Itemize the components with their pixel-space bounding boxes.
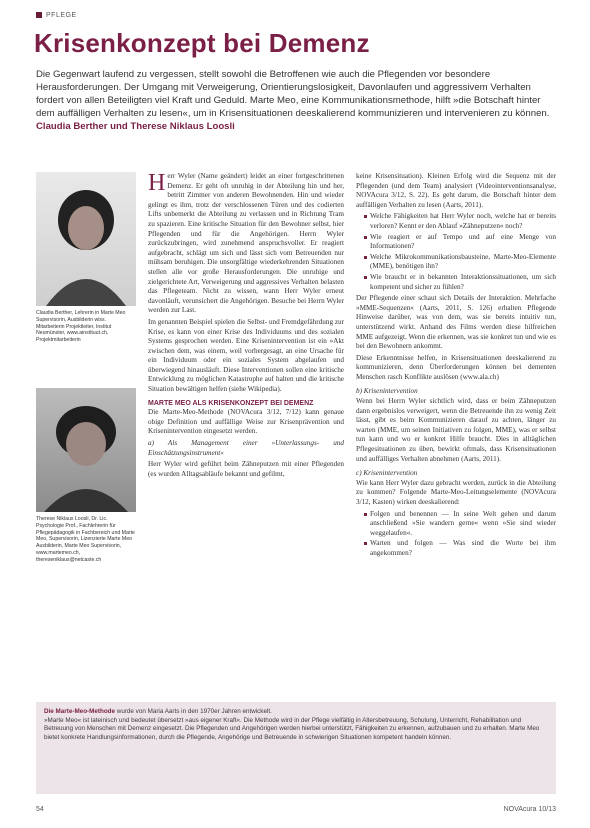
col1-paragraph-1: err Wyler (Name geändert) leidet an einer fortgeschrittenen Demenz. Er geht oft unruhig in der Abteilung hin und her, betritt Zimmer von anderen Bewohnenden. Hin und wieder gelingt es ihm, trotz der verschlossenen Türen und des codierten Lifts unbemerkt die Abteilung zu verlassen und in Richtung Tram zu spazieren. Eine kritische Situation für den Bewohner selbst, hier Pflegenden und für die Angehörigen. Herrn Wyler zurückzubringen, wird zunehmend anspruchsvoller. Er reagiert aufgebracht, schlägt um sich und lässt sich vom Betreuenden nur mühsam beruhigen. Die unsorgfältige wiederkehrenden Situationen stellen alle vor große Herausforderungen. Die unruhige und zielgerichtete Art, Verweigerung und aggressives Verhalten belasten das Pflegeteam. Nicht zu wissen, wann Herr Wyler erneut davonläuft, verunsichert die Angehörigen. Besuche bei Herrn Wyler werden zur Last. (148, 172, 344, 315)
info-box (36, 702, 556, 794)
col2-paragraph-4: Wenn bei Herrn Wyler sichtlich wird, dass er beim Zähneputzen dann ergebnislos verweigert, wenn die Betreuende ihn zu wenig Zeit lässt, gibt es beim Kommunizieren darauf zu achten, länger zu warten (MME, um seinen Initiativen zu folgen, MME), was er selbst tun kann und wo er konkret Hilfe braucht. Dies in alltäglichen Pflegesituationen zu üben, bewirkt oftmals, dass Krisensituationen und auffälliges Verhalten abnehmen (Aarts, 2011). (356, 397, 556, 463)
list-item: Welche Mikrokommunikationsbausteine, Marte-Meo-Elemente (MME), benötigen ihn? (364, 253, 556, 272)
col1-paragraph-4: a) Als Management einer »Unterlassungs- und Einschätzungsinstrument« (148, 439, 344, 457)
col2-subheading-c: c) Krisenintervention (356, 469, 418, 478)
photo-caption-1: Claudia Berther, Lehrerin in Marte Meo Supervisorin, Ausbilderin wiss. Mitarbeiterin Projektleiter, Institut Neumünster, www.ainstituut.ch, Projektmitarbeiterin (36, 310, 126, 344)
author-photo-2 (36, 388, 136, 512)
portrait-2-icon (36, 388, 136, 512)
publication-footer: NOVAcura 10/13 (503, 806, 556, 813)
list-item: Folgen und benennen — In seine Welt gehen und darum anschließend »Sie wandern gerne« wenn »Sie sind wieder weggelaufen«. (364, 510, 556, 539)
info-box-lead-rest: wurde von Maria Aarts in den 1970er Jahren entwickelt. (115, 708, 272, 715)
author-photo-1 (36, 172, 136, 306)
col2-bullet-list-2 (356, 510, 556, 559)
article-column-1 (148, 172, 344, 692)
col1-paragraph-5: Herr Wyler wird geführt beim Zähneputzen mit einer Pflegenden (es wurden Alltagsabläufe bekannt und gefilmt, (148, 460, 344, 478)
lead-text: Die Gegenwart laufend zu vergessen, stellt sowohl die Betroffenen wie auch die Pflegenden vor besondere Herausforderungen. Der Umgang mit Verweigerung, Orientierungslosigkeit, Davonlaufen und aggressivem Verhalten fordert von allen Beteiligten viel Kraft und Geduld. Marte Meo, eine Kommunikationsmethode, hilft »die Botschaft hinter dem auffälligen Verhalten zu lesen«, um in Krisensituationen deeskalierend kommunizieren und intervenieren zu können. (36, 69, 550, 119)
drop-cap: H (148, 172, 166, 196)
list-item: Wie reagiert er auf Tempo und auf eine Menge von Informationen? (364, 233, 556, 252)
lead-authors: Claudia Berther und Therese Niklaus Loosli (36, 121, 235, 132)
list-item: Warten und folgen — Was sind die Worte bei ihm angekommen? (364, 539, 556, 558)
page-title: Krisenkonzept bei Demenz (34, 28, 370, 58)
article-column-2 (356, 172, 556, 792)
section-tag (36, 12, 77, 19)
portrait-1-icon (36, 172, 136, 306)
col2-paragraph-5: Wie kann Herr Wyler dazu gebracht werden, zurück in die Abteilung zu kommen? Folgende Marte-Meo-Leitungselemente (NOVAcura 3/12, Kasten) wirken deeskalierend: (356, 478, 556, 506)
col2-subheading-b: b) Krisenintervention (356, 387, 418, 396)
list-item: Welche Fähigkeiten hat Herr Wyler noch, welche hat er bereits verloren? Kennt er den Ablauf »Zähneputzen« noch? (364, 212, 556, 231)
info-box-lead-bold: Die Marte-Meo-Methode (44, 708, 116, 715)
info-box-body: »Marte Meo« ist lateinisch und bedeutet übersetzt »aus eigener Kraft«. Die Methode wird in der Pflege vielfältig in Altersbetreuung, Schulung, Unterricht, Rehabilitation und Betreuung von Menschen mit Demenz eingesetzt. Die Pflegenden und Angehörigen werden hierbei unterstützt, Fähigkeiten zu erkennen, aufzubauen und zu erhalten. Marte Meo bietet konkrete Handlungsinformationen, durch die Pflegende, Angehörige und Betreuende in schwierigen Situationen kompetent handeln können. (44, 716, 540, 741)
section-tag-label: PFLEGE (46, 12, 77, 19)
col1-subheading: MARTE MEO ALS KRISENKONZEPT BEI DEMENZ (148, 399, 314, 407)
col2-paragraph-1: keine Krisensituation). Kleinen Erfolg wird die Sequenz mit der Pflegenden (und dem Team) analysiert (Videointerventionsanalyse, NOVAcura 3/12, S. 22). Es geht darum, die Botschaft hinter dem auffälligen Verhalten zu lesen (Aarts, 2011). (356, 172, 556, 209)
col2-bullet-list (356, 212, 556, 292)
lead-paragraph (36, 68, 556, 133)
col1-paragraph-2: Im genannten Beispiel spielen die Selbst- und Fremdgefährdung zur Krise, es kann von einer Krise des Individuums und des sozialen Systems gesprochen werden. Eine Krisenintervention ist ein »Akt zwischen dem, was einem, weil vorhergesagt, an eine Ursache für ein Individuum oder ein soziales System abgelaufen und überwiegend hinausläuft. Diese Interventionen sollen eine kritische Entwicklung zu möglichen Katastrophe auf halten und die kritische Situation bewältigen helfen (siehe Wikipedia). (148, 317, 344, 394)
col2-paragraph-2: Der Pflegende einer schaut sich Details der Interaktion. Mehrfache »MME-Sequenzen« (Aarts, 2011, S. 126) erhalten Pflegende Hinweise darüber, was von dem, was sie bereits intuitiv tun, unterstützend wirkt. Anhand des Films werden diese hilfreichen MME aufgezeigt. Wenn die erkennen, was sie konkret tun und wie es bei den Bewohnern ankommt. (356, 294, 556, 351)
col1-paragraph-3: Die Marte-Meo-Methode (NOVAcura 3/12, 7/12) kann genaue obige Definition und auffällige Weise zur Krisenprävention und Krisenintervention eingesetzt werden. (148, 408, 344, 436)
col2-paragraph-3: Diese Erkenntnisse helfen, in Krisensituationen deeskalierend zu kommunizieren, denn Überforderungen können bei dementen Menschen rasch Konflikte auslösen (www.ala.ch) (356, 353, 556, 381)
info-box-text (44, 708, 548, 742)
section-marker-icon (36, 12, 42, 18)
photo-caption-2: Therese Niklaus Loosli, Dr. Lic. Psychologie Prof., Fachlehrerin für Pflegepädagogik in Fachbereich und Marte Meo, Supervisorin, Lizenzierte Marte Meo Ausbilderin, Marte Meo Supervisorin, www.martemeo.ch, thereseniklaus@netcaste.ch (36, 516, 135, 563)
page-number: 54 (36, 806, 44, 813)
list-item: Wie braucht er in bekannten Interaktionssituationen, um sich kompetent und sicher zu fühlen? (364, 273, 556, 292)
